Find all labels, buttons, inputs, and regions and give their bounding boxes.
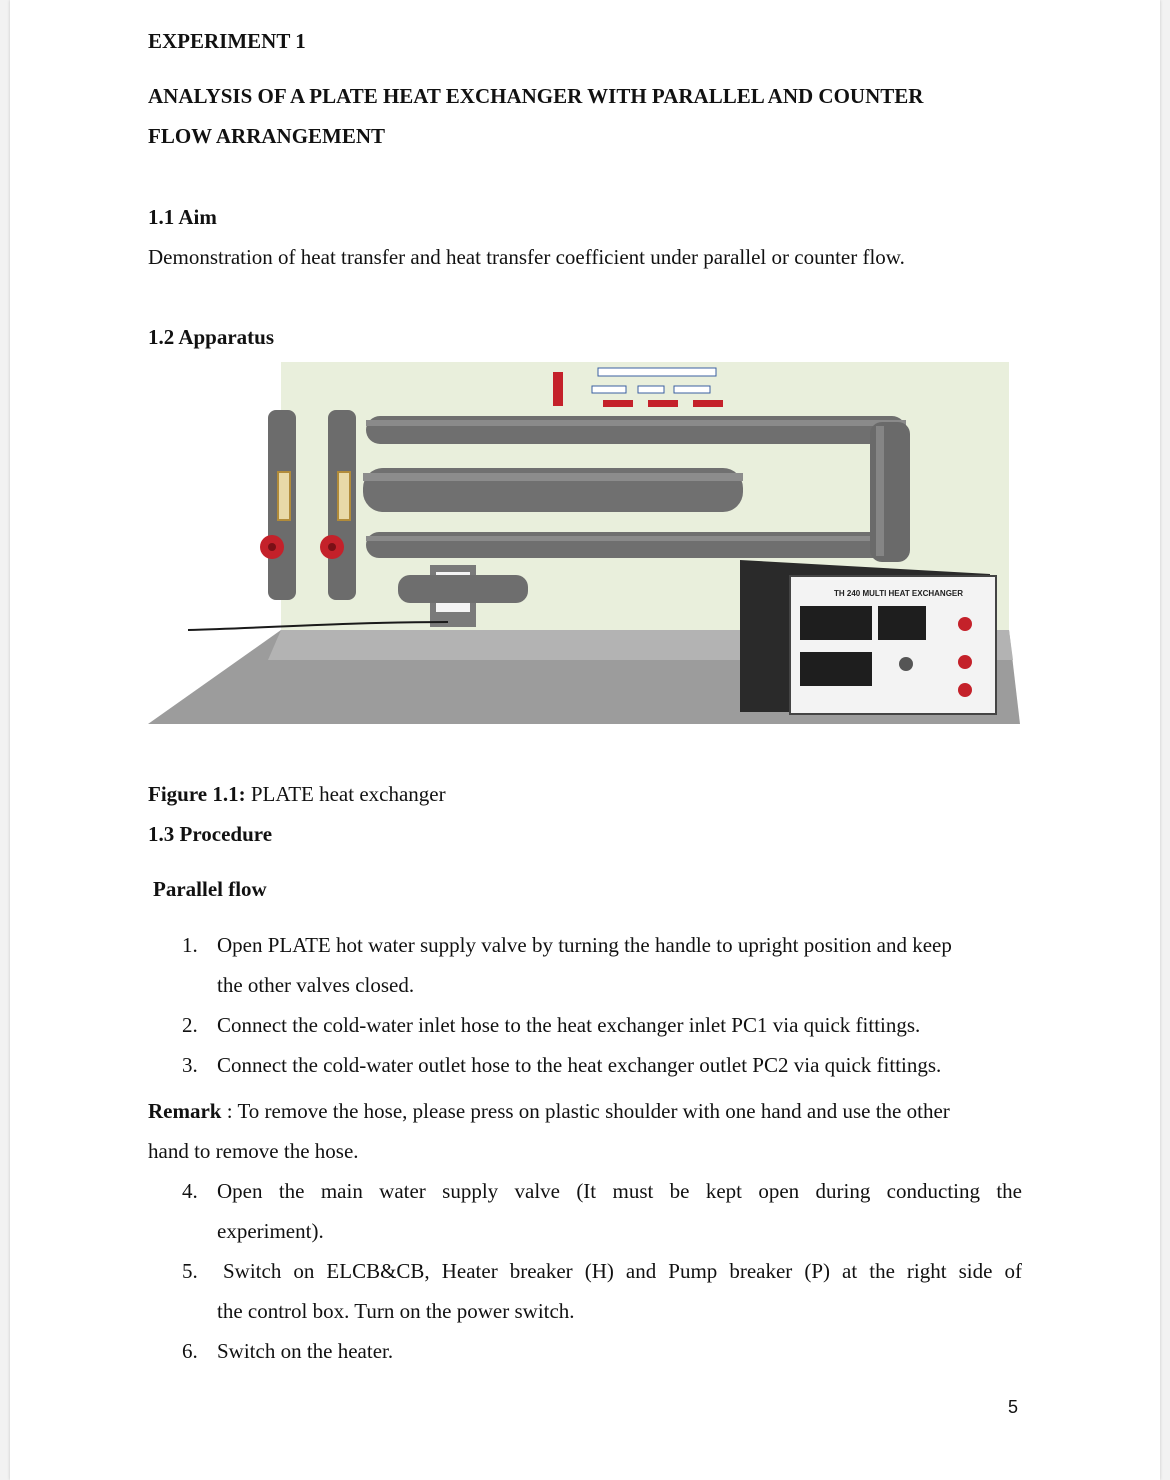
heater-indicator <box>958 655 972 669</box>
experiment-heading: EXPERIMENT 1 <box>148 29 306 53</box>
step-1-number: 1. <box>182 933 198 957</box>
panel-title: TH 240 MULTI HEAT EXCHANGER <box>834 589 964 598</box>
pipe-concentric <box>366 532 906 558</box>
remark-line-1 <box>148 1098 950 1124</box>
step-2-number: 2. <box>182 1013 198 1037</box>
remark-text: : To remove the hose, please press on plastic shoulder with one hand and use the other <box>221 1099 950 1123</box>
step-6-number: 6. <box>182 1339 198 1363</box>
temp-display-2 <box>800 652 872 686</box>
temp-display-1 <box>800 606 872 640</box>
apparatus-figure <box>148 360 1020 726</box>
step-4-line-1: Open the main water supply valve (It must be kept open during conducting the <box>217 1179 1022 1203</box>
figure-caption-text: PLATE heat exchanger <box>245 782 446 806</box>
step-1-line-2: the other valves closed. <box>217 973 415 997</box>
figure-caption <box>148 781 446 807</box>
step-3-line-1: Connect the cold-water outlet hose to the heat exchanger outlet PC2 via quick fittings. <box>217 1053 942 1077</box>
power-indicator <box>958 617 972 631</box>
temp-controller <box>878 606 926 640</box>
pump-indicator <box>958 683 972 697</box>
procedure-heading: 1.3 Procedure <box>148 822 273 846</box>
aim-heading: 1.1 Aim <box>148 205 217 229</box>
remark-line-2: hand to remove the hose. <box>148 1139 359 1163</box>
step-1-line-1: Open PLATE hot water supply valve by turning the handle to upright position and keep <box>217 933 952 957</box>
flowmeter-2 <box>338 472 350 520</box>
flowmeter-1 <box>278 472 290 520</box>
heat-exchanger-illustration <box>148 360 1020 726</box>
step-5-line-1: Switch on ELCB&CB, Heater breaker (H) and Pump breaker (P) at the right side of <box>223 1259 1022 1283</box>
ball-valve-1 <box>553 372 563 406</box>
figure-label: Figure 1.1: <box>148 782 246 806</box>
step-4-number: 4. <box>182 1179 198 1203</box>
step-5-line-2: the control box. Turn on the power switch. <box>217 1299 575 1323</box>
title-line-2: FLOW ARRANGEMENT <box>148 124 386 148</box>
step-3-number: 3. <box>182 1053 198 1077</box>
title-line-1: ANALYSIS OF A PLATE HEAT EXCHANGER WITH PARALLEL AND COUNTER <box>148 84 924 108</box>
aim-text: Demonstration of heat transfer and heat transfer coefficient under parallel or counter flow. <box>148 245 905 269</box>
step-6-line-1: Switch on the heater. <box>217 1339 394 1363</box>
step-2-line-1: Connect the cold-water inlet hose to the heat exchanger inlet PC1 via quick fittings. <box>217 1013 921 1037</box>
step-4-line-2: experiment). <box>217 1219 324 1243</box>
step-5-number: 5. <box>182 1259 198 1283</box>
remark-label: Remark <box>148 1099 222 1123</box>
page-number: 5 <box>1008 1397 1019 1417</box>
flow-knob <box>899 657 913 671</box>
apparatus-heading: 1.2 Apparatus <box>148 325 275 349</box>
parallel-flow-heading: Parallel flow <box>153 877 267 901</box>
